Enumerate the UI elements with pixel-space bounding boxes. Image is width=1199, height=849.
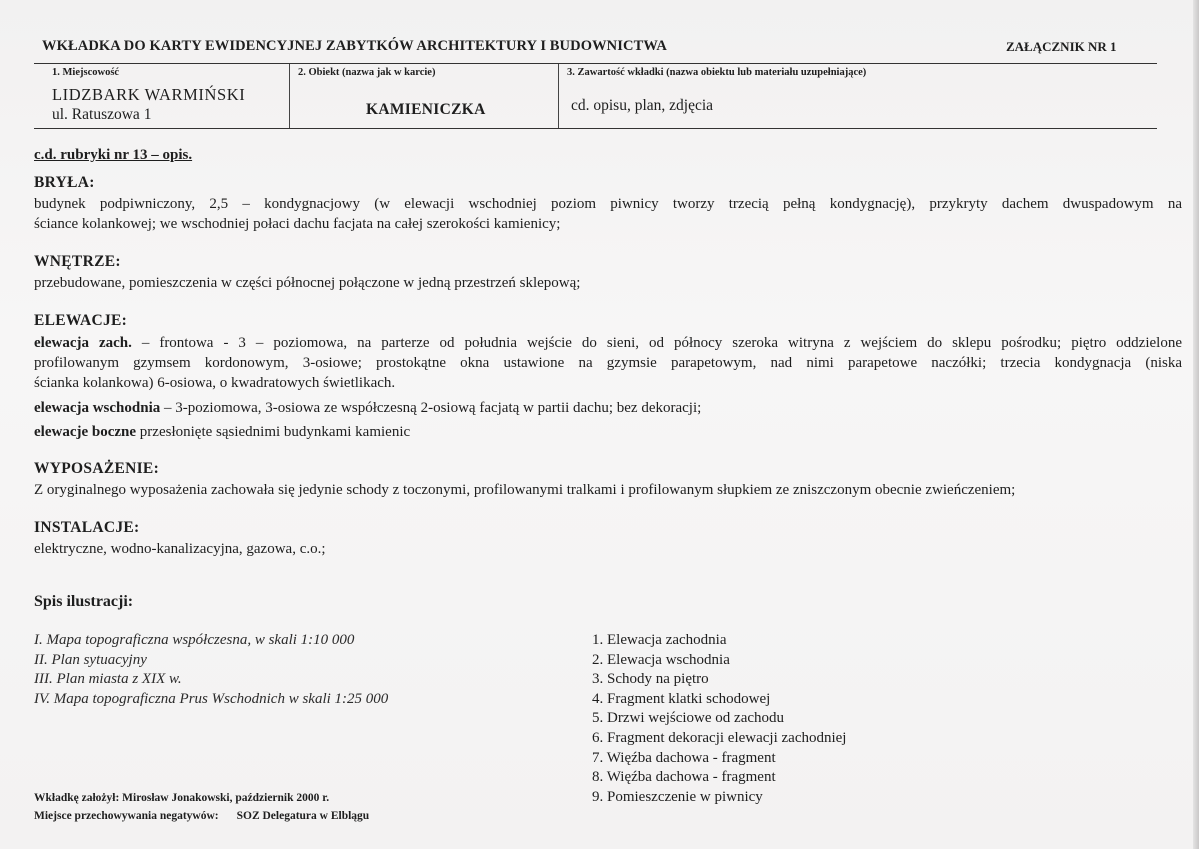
elewacje-boczne-text: przesłonięte sąsiednimi budynkami kamienic <box>136 424 411 440</box>
footer-storage <box>34 810 369 822</box>
elewacje-boczne-label: elewacje boczne <box>34 424 137 440</box>
elewacja-wsch-line <box>34 398 1182 418</box>
elewacja-zach-line3: ścianka kolankowa) 6-osiowa, o kwadratowych świetlikach. <box>34 375 396 391</box>
document-title: WKŁADKA DO KARTY EWIDENCYJNEJ ZABYTKÓW ARCHITEKTURY I BUDOWNICTWA <box>42 38 667 54</box>
locality-cell <box>34 64 288 128</box>
elewacja-wsch-text: – 3-poziomowa, 3-osiowa ze współczesną 2-osiową facjatą w partii dachu; bez dekoracji; <box>160 400 702 416</box>
photo-item: 3. Schody na piętro <box>592 671 709 688</box>
wyposazenie-text: Z oryginalnego wyposażenia zachowała się jedynie schody z toczonymi, profilowanymi tralkami i profilowanym słupkiem ze zniszczonym obecnie zwieńczeniem; <box>34 482 1016 498</box>
elewacja-zach-line2: profilowanym gzymsem kordonowym, 3-osiowe; prostokątne okna ustawione na gzymsie parapetowym, nad nimi parapetowe naczółki; trzecia kondygnacja (niska <box>34 355 1182 371</box>
locality-city: LIDZBARK WARMIŃSKI <box>52 85 246 104</box>
bryla-text-line1: budynek podpiwniczony, 2,5 – kondygnacjowy (w elewacji wschodniej poziom piwnicy tworzy trzecią pełną kondygnację), przykryty dachem dwuspadowym na <box>34 196 1182 212</box>
object-name: KAMIENICZKA <box>366 101 486 118</box>
contents-header: 3. Zawartość wkładki (nazwa obiektu lub materiału uzupełniające) <box>567 67 867 78</box>
section-heading-bryla: BRYŁA: <box>34 174 95 191</box>
section-heading-wnetrze: WNĘTRZE: <box>34 253 121 270</box>
photo-item: 9. Pomieszczenie w piwnicy <box>592 788 763 805</box>
wnetrze-text: przebudowane, pomieszczenia w części północnej połączone w jedną przestrzeń sklepową; <box>34 275 581 291</box>
elewacja-zach-label: elewacja zach. <box>34 335 132 351</box>
photos-list <box>592 631 1012 807</box>
object-cell <box>289 64 558 128</box>
instalacje-text: elektryczne, wodno-kanalizacyjna, gazowa, c.o.; <box>34 541 326 557</box>
object-header: 2. Obiekt (nazwa jak w karcie) <box>298 67 436 78</box>
section-heading-wyposazenie: WYPOSAŻENIE: <box>34 460 160 477</box>
locality-street: ul. Ratuszowa 1 <box>52 106 152 123</box>
plan-item: III. Plan miasta z XIX w. <box>34 671 182 688</box>
photo-item: 5. Drzwi wejściowe od zachodu <box>592 710 785 727</box>
plan-item: I. Mapa topograficzna współczesna, w skali 1:10 000 <box>34 632 355 648</box>
locality-header: 1. Miejscowość <box>52 67 120 78</box>
storage-value: SOZ Delegatura w Elblągu <box>236 810 370 822</box>
elewacja-zach-line1 <box>34 333 1182 353</box>
section-heading-elewacje: ELEWACJE: <box>34 312 128 329</box>
storage-label: Miejsce przechowywania negatywów: <box>34 810 219 822</box>
photo-item: 4. Fragment klatki schodowej <box>592 690 771 707</box>
contents-cell <box>558 64 1157 128</box>
plan-item: IV. Mapa topograficzna Prus Wschodnich w skali 1:25 000 <box>34 690 389 707</box>
contents-value: cd. opisu, plan, zdjęcia <box>571 97 714 114</box>
photo-item: 6. Fragment dekoracji elewacji zachodniej <box>592 729 847 746</box>
photo-item: 2. Elewacja wschodnia <box>592 651 730 668</box>
identification-table <box>34 63 1157 129</box>
footer-author: Wkładkę założył: Mirosław Jonakowski, październik 2000 r. <box>34 792 330 804</box>
annex-number: ZAŁĄCZNIK NR 1 <box>1006 39 1117 54</box>
elewacje-boczne-line <box>34 422 1182 442</box>
elewacja-wsch-label: elewacja wschodnia <box>34 400 161 416</box>
section-heading-instalacje: INSTALACJE: <box>34 519 140 536</box>
plans-list <box>34 631 554 709</box>
photo-item: 1. Elewacja zachodnia <box>592 632 727 648</box>
illustrations-heading: Spis ilustracji: <box>34 593 134 610</box>
bryla-text-line2: ściance kolankowej; we wschodniej połaci dachu facjata na całej szerokości kamienicy; <box>34 216 561 232</box>
elewacja-zach-text1: – frontowa - 3 – poziomowa, na parterze od południa wejście do sieni, od północy szeroka witryna z wejściem do sklepu pośrodku; piętro oddzielone <box>131 335 1182 351</box>
photo-item: 8. Więźba dachowa - fragment <box>592 769 776 786</box>
continuation-heading: c.d. rubryki nr 13 – opis. <box>34 147 193 163</box>
photo-item: 7. Więźba dachowa - fragment <box>592 749 776 766</box>
page-edge <box>1193 0 1199 849</box>
plan-item: II. Plan sytuacyjny <box>34 651 147 668</box>
